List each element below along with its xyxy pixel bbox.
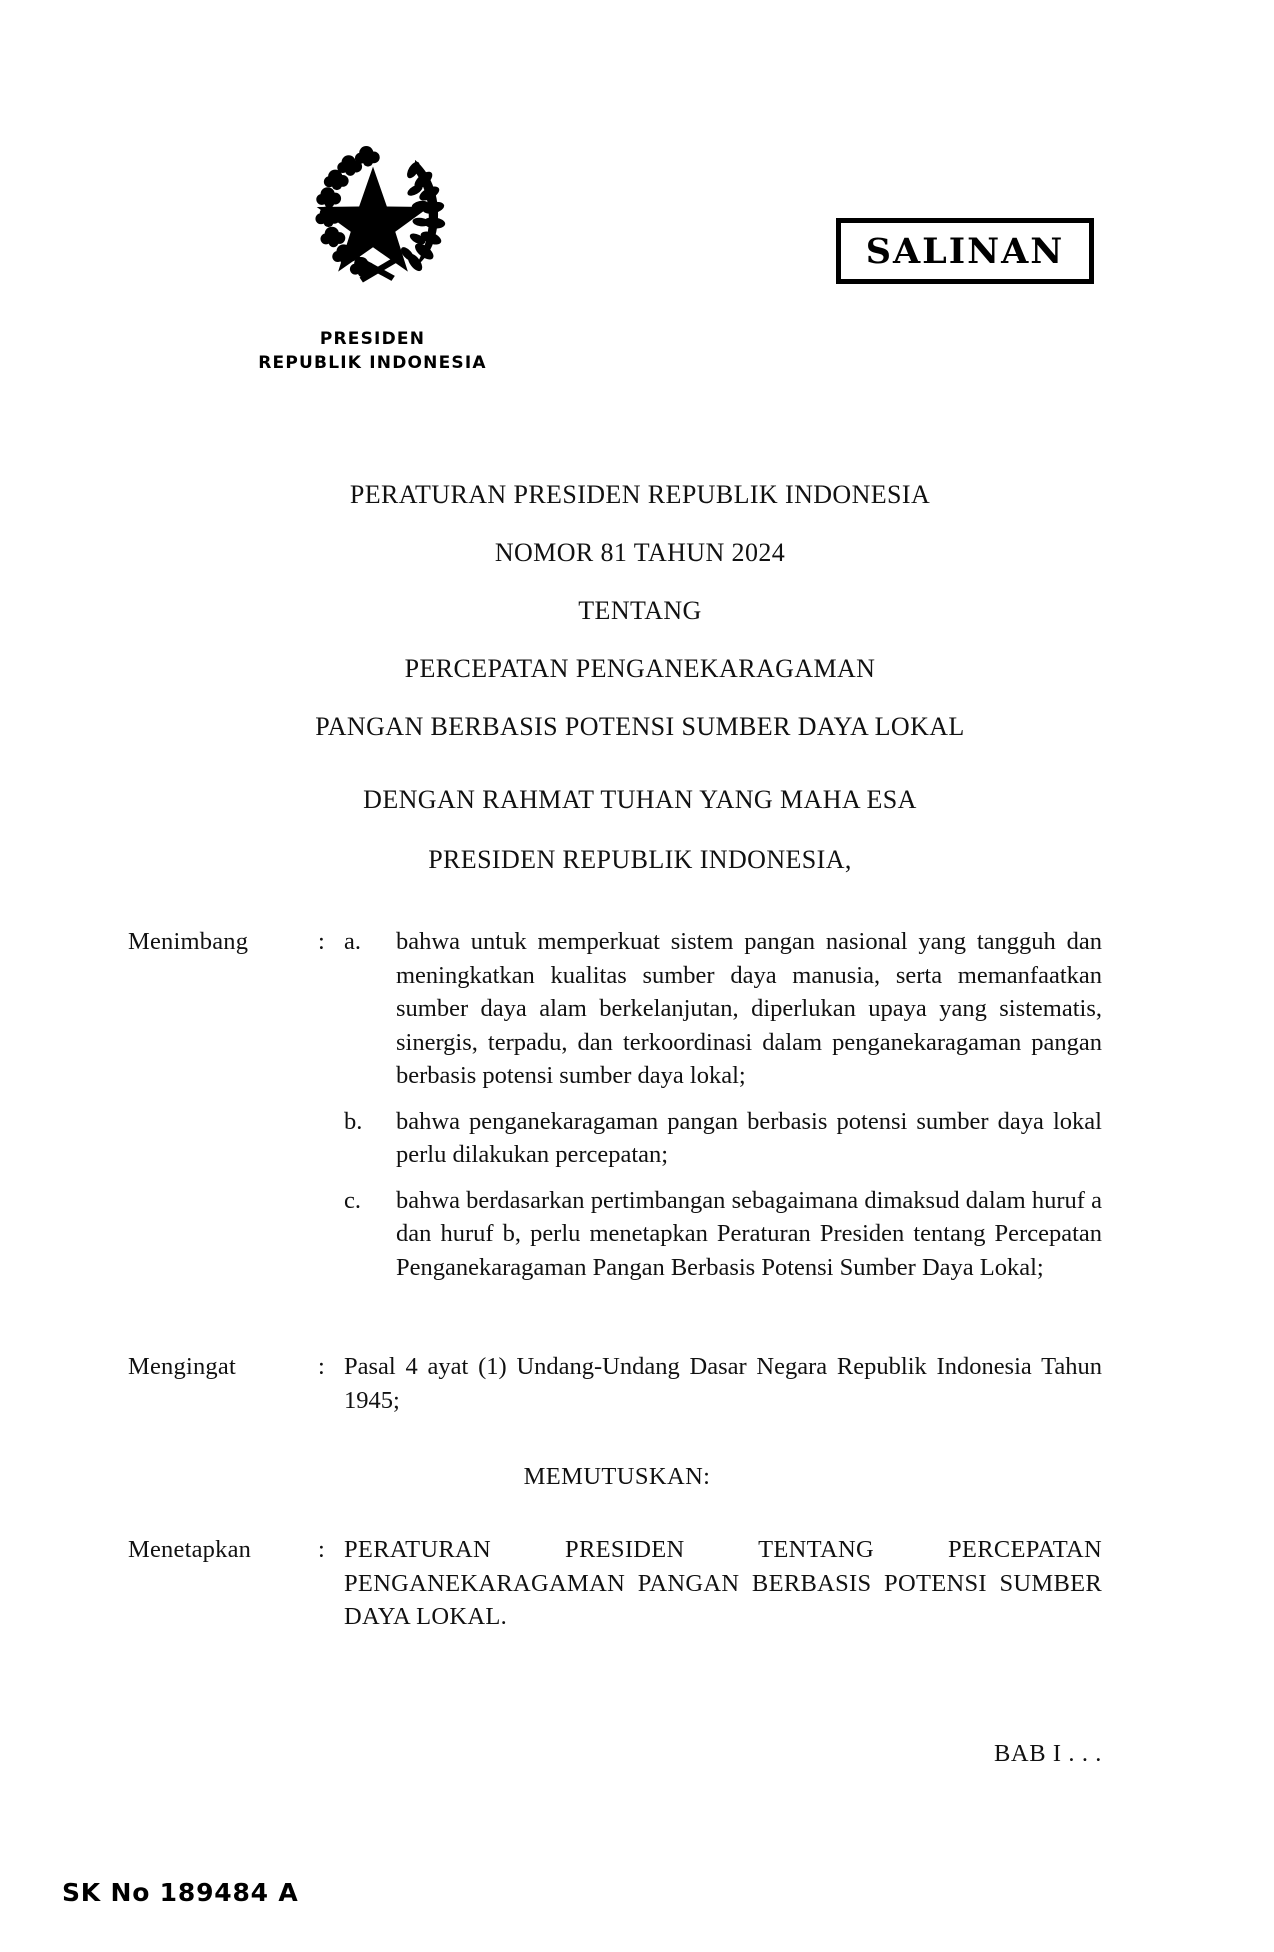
invocation-line-presiden: PRESIDEN REPUBLIK INDONESIA, [428, 845, 852, 874]
list-item-text: bahwa untuk memperkuat sistem pangan nasional yang tangguh dan meningkatkan kualitas sumber daya manusia, serta memanfaatkan sumber daya alam berkelanjutan, diperlukan upaya yang sistematis, sinergis, terpadu, dan terkoordinasi dalam penganekaragaman pangan berbasis potensi sumber daya lokal; [396, 928, 1102, 1089]
emblem-container [0, 128, 745, 301]
indonesia-presidential-emblem-icon [289, 128, 457, 296]
letterhead-line-republik-indonesia: REPUBLIK INDONESIA [258, 353, 487, 373]
title-line-number-year: NOMOR 81 TAHUN 2024 [494, 538, 786, 567]
list-item-marker: b. [344, 1107, 363, 1135]
title-line-subject-2: PANGAN BERBASIS POTENSI SUMBER DAYA LOKAL [315, 712, 965, 741]
list-item-marker: a. [344, 928, 361, 955]
invocation-line-rahmat-tuhan: DENGAN RAHMAT TUHAN YANG MAHA ESA [363, 785, 917, 814]
clause-colon-menetapkan: : [318, 1536, 325, 1563]
list-item-marker: c. [344, 1186, 361, 1214]
salinan-stamp [836, 218, 1094, 284]
list-item [344, 1105, 1102, 1172]
decision-heading: MEMUTUSKAN: [523, 1463, 711, 1490]
document-title-block [140, 466, 1140, 756]
list-item [344, 1184, 1102, 1285]
clause-row-menimbang [0, 925, 1274, 1284]
list-item-text: bahwa berdasarkan pertimbangan sebagaimana dimaksud dalam huruf a dan huruf b, perlu menetapkan Peraturan Presiden tentang Percepatan Penganekaragaman Pangan Berbasis Potensi Sumber Daya Lokal; [396, 1186, 1102, 1281]
salinan-stamp-label: SALINAN [865, 230, 1065, 272]
clause-colon-mengingat: : [318, 1353, 325, 1380]
continuation-marker: BAB I . . . [993, 1740, 1102, 1767]
clauses-section [0, 925, 1274, 1634]
clause-row-menetapkan [0, 1533, 1274, 1634]
title-line-subject-1: PERCEPATAN PENGANEKARAGAMAN [404, 654, 876, 683]
title-line-regulation-type: PERATURAN PRESIDEN REPUBLIK INDONESIA [349, 480, 931, 509]
clause-row-mengingat [0, 1350, 1274, 1417]
clause-content-menimbang [344, 925, 1274, 1284]
clause-content-menetapkan [344, 1533, 1274, 1634]
clause-text-mengingat: Pasal 4 ayat (1) Undang-Undang Dasar Negara Republik Indonesia Tahun 1945; [344, 1353, 1102, 1414]
letterhead-line-presiden: PRESIDEN [319, 329, 426, 349]
document-serial-code: SK No 189484 A [62, 1878, 299, 1907]
clause-content-mengingat [344, 1350, 1274, 1417]
title-line-tentang: TENTANG [578, 596, 702, 625]
clause-colon-menimbang: : [318, 928, 325, 955]
invocation-block [140, 770, 1140, 890]
list-item-text: bahwa penganekaragaman pangan berbasis potensi sumber daya lokal perlu dilakukan percepatan; [396, 1107, 1102, 1168]
list-item [344, 925, 1102, 1093]
letterhead-text [0, 327, 745, 375]
clause-label-menetapkan: Menetapkan [128, 1536, 252, 1563]
clause-label-menimbang: Menimbang [128, 928, 249, 955]
clause-label-mengingat: Mengingat [128, 1353, 236, 1380]
clause-text-menetapkan: PERATURAN PRESIDEN TENTANG PERCEPATAN PENGANEKARAGAMAN PANGAN BERBASIS POTENSI SUMBER DAYA LOKAL. [344, 1536, 1102, 1630]
